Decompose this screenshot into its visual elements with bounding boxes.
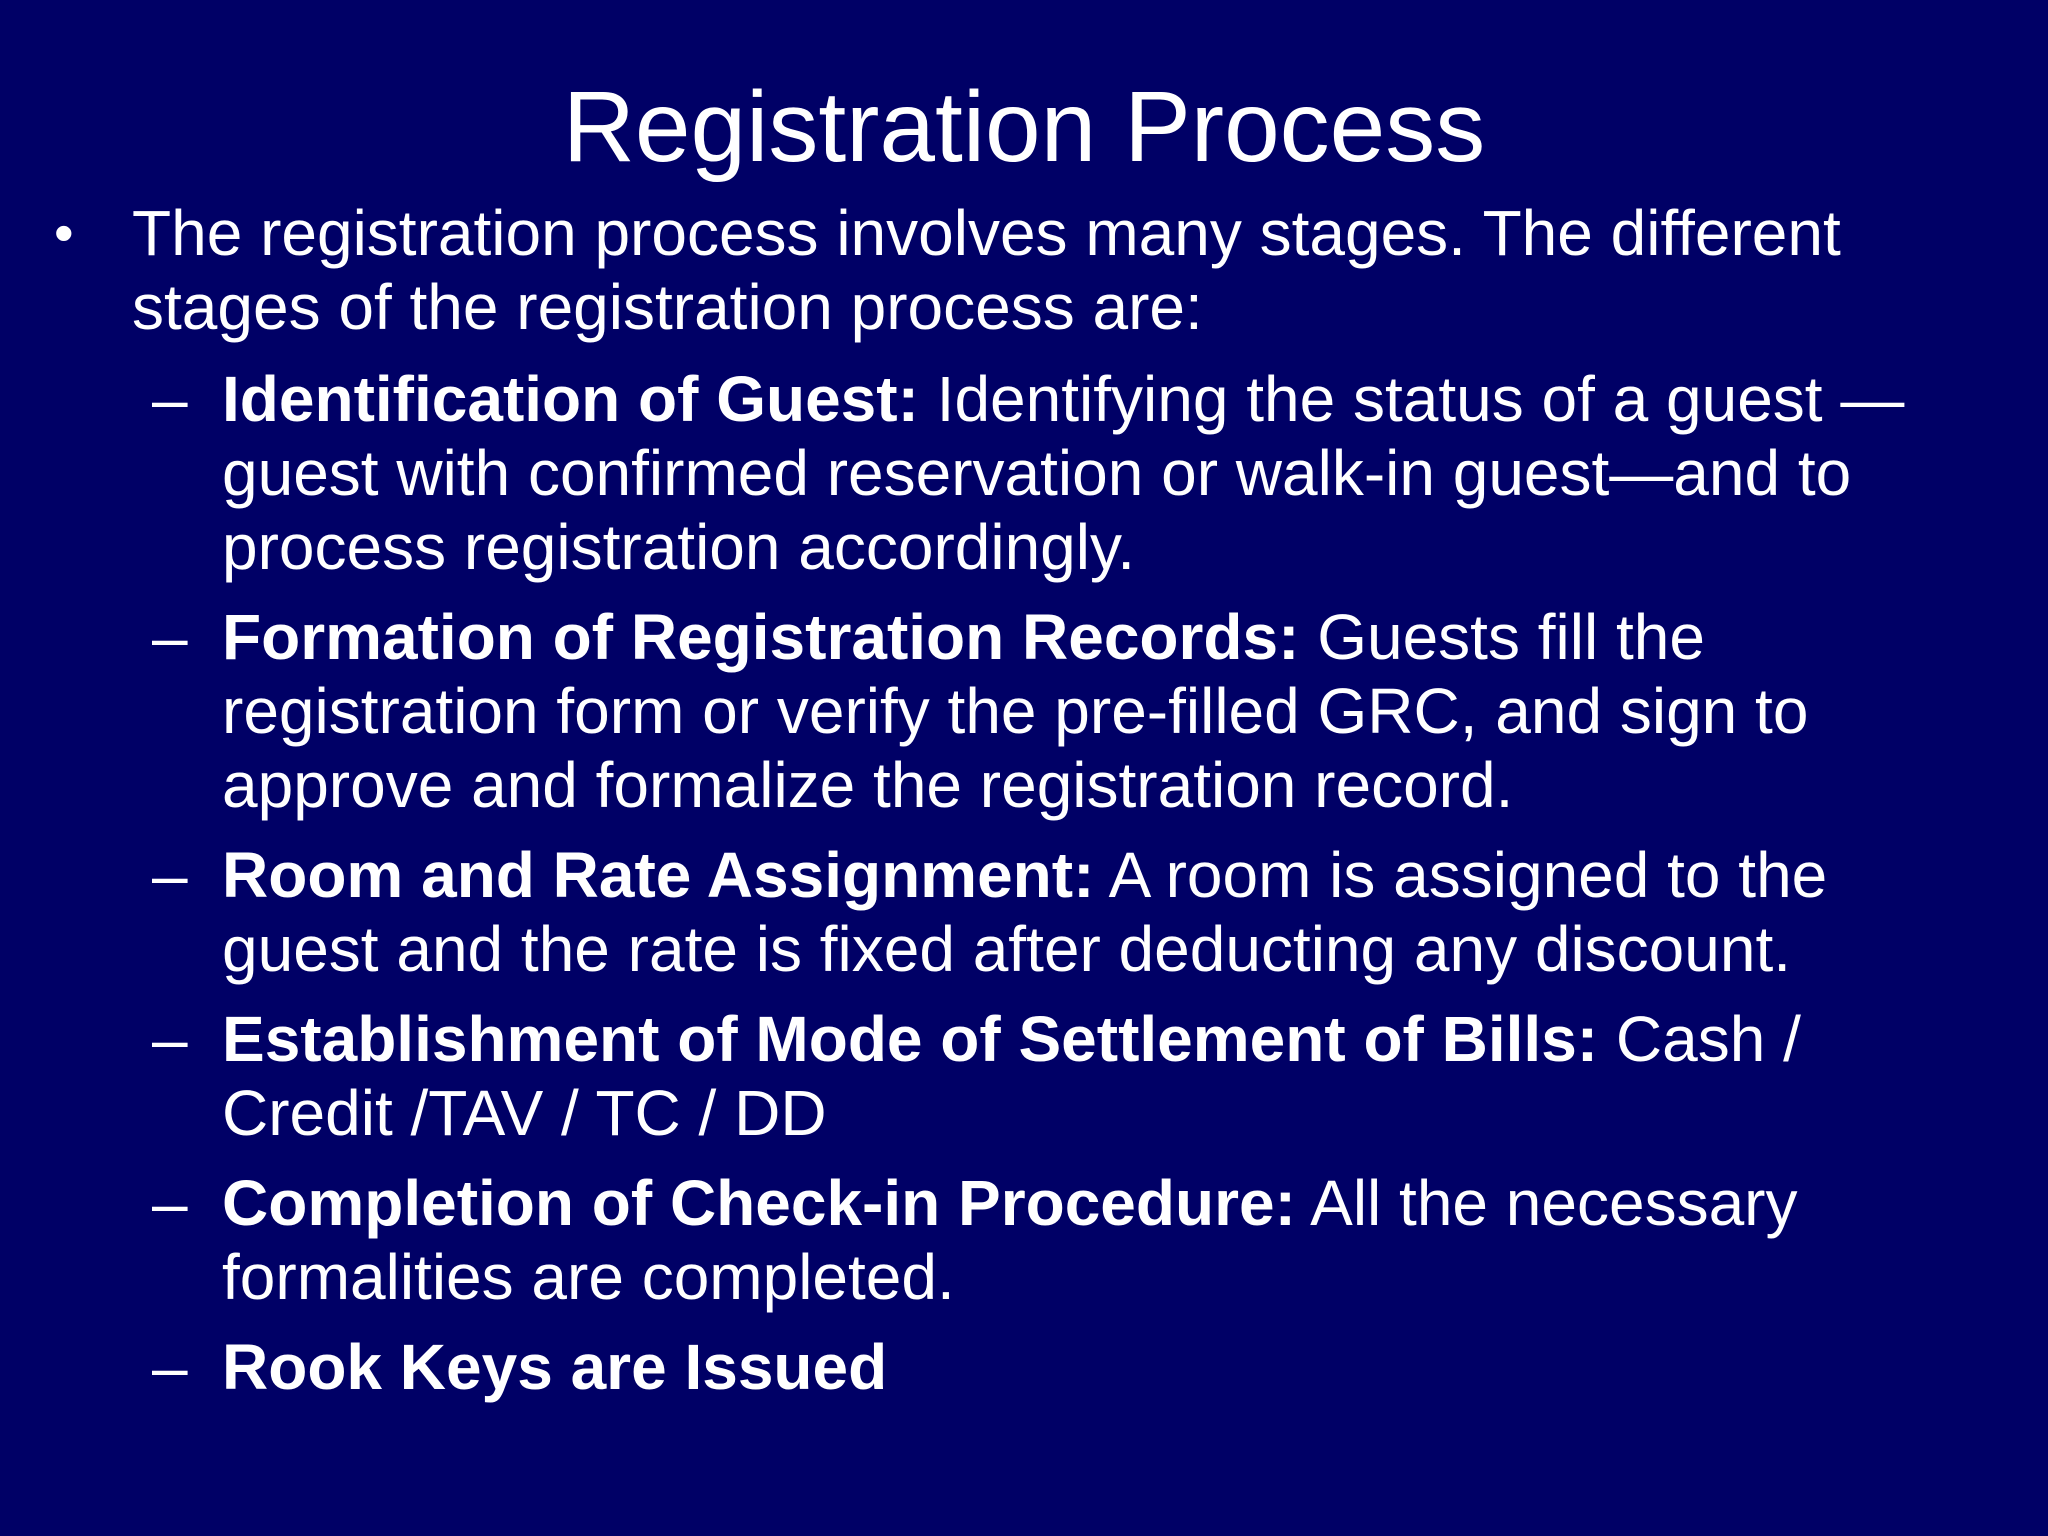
- stage-item: [152, 1002, 1972, 1150]
- stage-description: Identifying the status of a guest —guest with confirmed reservation or walk-in guest—and to process registration accordingly.: [222, 363, 1905, 583]
- stage-list: [152, 362, 1972, 1420]
- stage-item: [152, 838, 1972, 986]
- stage-term: Completion of Check-in Procedure:: [222, 1167, 1296, 1239]
- dash-marker: –: [152, 1003, 188, 1075]
- dash-marker: –: [152, 363, 188, 435]
- slide-title: Registration Process: [562, 71, 1486, 183]
- stage-item: [152, 362, 1972, 584]
- stage-term: Establishment of Mode of Settlement of Bills:: [222, 1003, 1599, 1075]
- intro-text: The registration process involves many stages. The different stages of the registration process are:: [132, 197, 1841, 343]
- stage-description: Cash / Credit /TAV / TC / DD: [222, 1003, 1801, 1149]
- stage-description: A room is assigned to the guest and the rate is fixed after deducting any discount.: [222, 839, 1828, 985]
- dash-marker: –: [152, 601, 188, 673]
- stage-description: Guests fill the registration form or verify the pre-filled GRC, and sign to approve and formalize the registration record.: [222, 601, 1809, 821]
- stage-term: Formation of Registration Records:: [222, 601, 1300, 673]
- dash-marker: –: [152, 1331, 188, 1403]
- stage-term: Identification of Guest:: [222, 363, 919, 435]
- stage-item: [152, 1166, 1972, 1314]
- stage-description: All the necessary formalities are completed.: [222, 1167, 1798, 1313]
- dash-marker: –: [152, 839, 188, 911]
- stage-term: Room and Rate Assignment:: [222, 839, 1095, 911]
- stage-item: [152, 600, 1972, 822]
- dash-marker: –: [152, 1167, 188, 1239]
- bullet-marker: •: [54, 201, 74, 264]
- stage-term: Rook Keys are Issued: [222, 1331, 888, 1403]
- stage-item: [152, 1330, 1972, 1404]
